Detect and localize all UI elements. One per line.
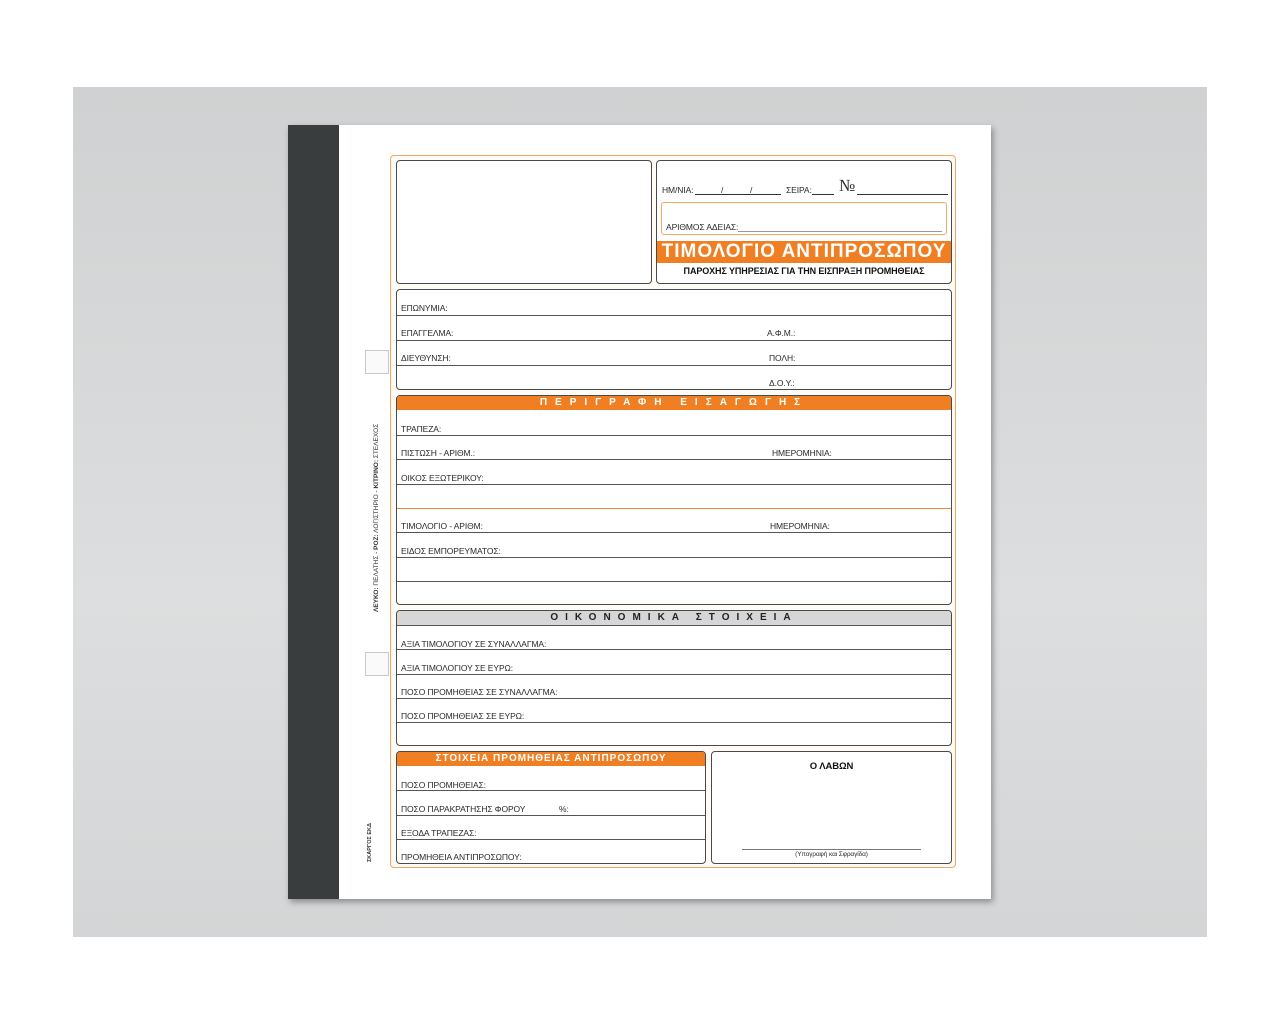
- bank-label: ΤΡΑΠΕΖΑ:: [401, 424, 442, 434]
- agent-section-title: ΣΤΟΙΧΕΙΑ ΠΡΟΜΗΘΕΙΑΣ ΑΝΤΙΠΡΟΣΩΠΟΥ: [397, 752, 705, 766]
- client-name-line[interactable]: [397, 315, 951, 316]
- section-divider: [397, 508, 951, 509]
- license-field[interactable]: [738, 231, 942, 232]
- goods-line[interactable]: [397, 557, 951, 558]
- client-profession-line[interactable]: [397, 340, 951, 341]
- commission-eur-line[interactable]: [397, 722, 951, 723]
- agent-total-label: ΠΡΟΜΗΘΕΙΑ ΑΝΤΙΠΡΟΣΩΠΟΥ:: [401, 852, 522, 862]
- credit-line[interactable]: [397, 459, 951, 460]
- bank-line[interactable]: [397, 435, 951, 436]
- signature-caption: (Υπογραφή και Σφραγίδα): [795, 851, 868, 858]
- document-subtitle: ΠΑΡΟΧΗΣ ΥΠΗΡΕΣΙΑΣ ΓΙΑ ΤΗΝ ΕΙΣΠΡΑΞΗ ΠΡΟΜΗΘΕΙΑΣ: [683, 266, 925, 276]
- value-fx-line[interactable]: [397, 649, 951, 650]
- receiver-box: [711, 751, 952, 864]
- series-field[interactable]: [812, 194, 834, 195]
- date-field[interactable]: [695, 194, 781, 195]
- receiver-title: Ο ΛΑΒΩΝ: [809, 761, 854, 772]
- commission-eur-label: ΠΟΣΟ ΠΡΟΜΗΘΕΙΑΣ ΣΕ ΕΥΡΩ:: [401, 711, 525, 721]
- client-name-label: ΕΠΩΝΥΜΙΑ:: [401, 303, 448, 313]
- copy-legend: ΛΕΥΚΟ: ΠΕΛΑΤΗΣ - ΡΟΖ: ΛΟΓΙΣΤΗΡΙΟ - ΚΙΤΡΙΝΟ: ΣΤΕΛΕΧΟΣ: [373, 423, 380, 612]
- value-fx-label: ΑΞΙΑ ΤΙΜΟΛΟΓΙΟΥ ΣΕ ΣΥΝΑΛΛΑΓΜΑ:: [401, 639, 547, 649]
- bank-costs-line[interactable]: [397, 839, 705, 840]
- commission-fx-label: ΠΟΣΟ ΠΡΟΜΗΘΕΙΑΣ ΣΕ ΣΥΝΑΛΛΑΓΜΑ:: [401, 687, 558, 697]
- signature-line[interactable]: [742, 849, 921, 850]
- credit-date-label: ΗΜΕΡΟΜΗΝΙΑ:: [772, 448, 832, 458]
- client-box: [396, 289, 952, 390]
- percent-sign: %:: [559, 804, 569, 814]
- commission-fx-line[interactable]: [397, 698, 951, 699]
- client-city-label: ΠΟΛΗ:: [769, 353, 796, 363]
- invoice-number-label: ΤΙΜΟΛΟΓΙΟ - ΑΡΙΘΜ:: [401, 521, 483, 531]
- goods-type-label: ΕΙΔΟΣ ΕΜΠΟΡΕΥΜΑΤΟΣ:: [401, 546, 501, 556]
- client-address-label: ΔΙΕΥΘΥΝΣΗ:: [401, 353, 451, 363]
- withholding-line[interactable]: [397, 815, 705, 816]
- invoice-date-label: ΗΜΕΡΟΜΗΝΙΑ:: [770, 521, 830, 531]
- bank-costs-label: ΕΞΟΔΑ ΤΡΑΠΕΖΑΣ:: [401, 828, 477, 838]
- goods-line-2[interactable]: [397, 581, 951, 582]
- perforation-box-top: [365, 350, 389, 374]
- agent-section: [396, 751, 706, 864]
- financial-section-title: ΟΙΚΟΝΟΜΙΚΑ ΣΤΟΙΧΕΙΑ: [397, 611, 951, 626]
- invoice-line[interactable]: [397, 532, 951, 533]
- foreign-house-label: ΟΙΚΟΣ ΕΞΩΤΕΡΙΚΟΥ:: [401, 473, 484, 483]
- number-sign: №: [839, 176, 856, 195]
- agent-commission-line[interactable]: [397, 790, 705, 791]
- document-title: ΤΙΜΟΛΟΓΙΟ ΑΝΤΙΠΡΟΣΩΠΟΥ: [657, 241, 951, 263]
- binding-spine: [288, 125, 339, 899]
- serial-number-field[interactable]: [857, 194, 948, 195]
- client-address-line[interactable]: [397, 365, 951, 366]
- client-profession-label: ΕΠΑΓΓΕΛΜΑ:: [401, 328, 454, 338]
- import-section-title: ΠΕΡΙΓΡΑΦΗ ΕΙΣΑΓΩΓΗΣ: [397, 396, 951, 410]
- publisher-logo: ΣΚΑΡΓΟΣ ΕΚΔ: [367, 823, 373, 862]
- license-box: [661, 202, 947, 235]
- header-box: ΗΜ/ΝΙΑ: / / ΣΕΙΡΑ: № ΑΡΙΘΜΟΣ ΑΔΕΙΑΣ: ΤΙΜΟΛΟΓΙΟ ΑΝΤΙΠΡΟΣΩΠΟΥ ΠΑΡΟΧΗΣ ΥΠΗΡΕΣΙΑΣ ΓΙΑ ΤΗΝ ΕΙΣΠΡΑΞΗ ΠΡΟΜΗΘΕΙΑΣ: [656, 160, 952, 284]
- import-section: [396, 395, 952, 605]
- client-afm-label: Α.Φ.Μ.:: [767, 328, 796, 338]
- value-eur-label: ΑΞΙΑ ΤΙΜΟΛΟΓΙΟΥ ΣΕ ΕΥΡΩ:: [401, 663, 514, 673]
- issuer-stamp-box[interactable]: [396, 160, 652, 284]
- value-eur-line[interactable]: [397, 674, 951, 675]
- series-label: ΣΕΙΡΑ:: [786, 185, 812, 195]
- date-label: ΗΜ/ΝΙΑ:: [662, 185, 694, 195]
- perforation-box-bottom: [365, 652, 389, 676]
- license-label: ΑΡΙΘΜΟΣ ΑΔΕΙΑΣ:: [666, 222, 739, 232]
- agent-commission-amount-label: ΠΟΣΟ ΠΡΟΜΗΘΕΙΑΣ:: [401, 780, 486, 790]
- credit-label: ΠΙΣΤΩΣΗ - ΑΡΙΘΜ.:: [401, 448, 476, 458]
- financial-section: [396, 610, 952, 746]
- foreign-house-line[interactable]: [397, 484, 951, 485]
- client-doy-label: Δ.Ο.Υ.:: [769, 378, 795, 388]
- withholding-label: ΠΟΣΟ ΠΑΡΑΚΡΑΤΗΣΗΣ ΦΟΡΟΥ: [401, 804, 526, 814]
